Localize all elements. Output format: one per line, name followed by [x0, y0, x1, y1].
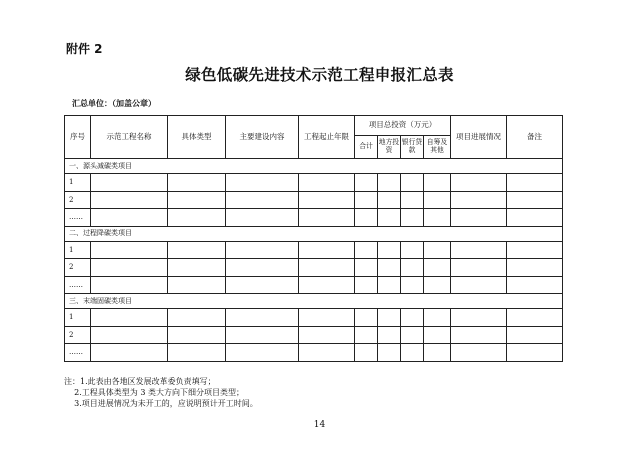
row-number: 2 — [65, 326, 91, 344]
header-specific-type: 具体类型 — [168, 116, 226, 159]
table-row — [65, 326, 563, 344]
row-number: 2 — [65, 259, 91, 277]
row-number: 2 — [65, 191, 91, 209]
row-number: …… — [65, 276, 91, 294]
header-progress: 项目进展情况 — [451, 116, 507, 159]
header-main-content: 主要建设内容 — [226, 116, 299, 159]
document-title: 绿色低碳先进技术示范工程申报汇总表 — [185, 66, 454, 84]
summary-table — [64, 115, 563, 362]
notes-block — [64, 376, 258, 409]
section-title-end: 三、末端固碳类项目 — [65, 294, 563, 309]
page-number: 14 — [313, 420, 326, 430]
subheader-total: 合计 — [355, 136, 378, 159]
header-project-name: 示范工程名称 — [91, 116, 168, 159]
row-number: 1 — [65, 309, 91, 327]
table-row — [65, 209, 563, 227]
attachment-label: 附件 2 — [66, 42, 103, 56]
subheader-local-investment: 地方投资 — [378, 136, 401, 159]
row-number: …… — [65, 344, 91, 362]
header-seq: 序号 — [65, 116, 91, 159]
note-line: 注：1.此表由各地区发展改革委负责填写； — [64, 377, 216, 386]
summary-unit-label: 汇总单位：（加盖公章） — [72, 99, 156, 108]
header-total-investment: 项目总投资（万元） — [355, 116, 451, 136]
header-period: 工程起止年限 — [299, 116, 355, 159]
table-row — [65, 191, 563, 209]
note-line: 2.工程具体类型为 3 类大方向下细分项目类型； — [64, 388, 244, 397]
note-line: 3.项目进展情况为未开工的，应说明预计开工时间。 — [64, 399, 258, 408]
table-row — [65, 241, 563, 259]
row-number: 1 — [65, 241, 91, 259]
table-row — [65, 276, 563, 294]
subheader-bank-loan: 银行贷款 — [401, 136, 424, 159]
row-number: 1 — [65, 174, 91, 192]
section-title-process: 二、过程降碳类项目 — [65, 226, 563, 241]
table-row — [65, 174, 563, 192]
table-row — [65, 309, 563, 327]
row-number: …… — [65, 209, 91, 227]
table-row — [65, 344, 563, 362]
section-title-source: 一、源头减碳类项目 — [65, 159, 563, 174]
header-remarks: 备注 — [507, 116, 563, 159]
table-row — [65, 259, 563, 277]
subheader-self-raised: 自筹及其他 — [424, 136, 451, 159]
